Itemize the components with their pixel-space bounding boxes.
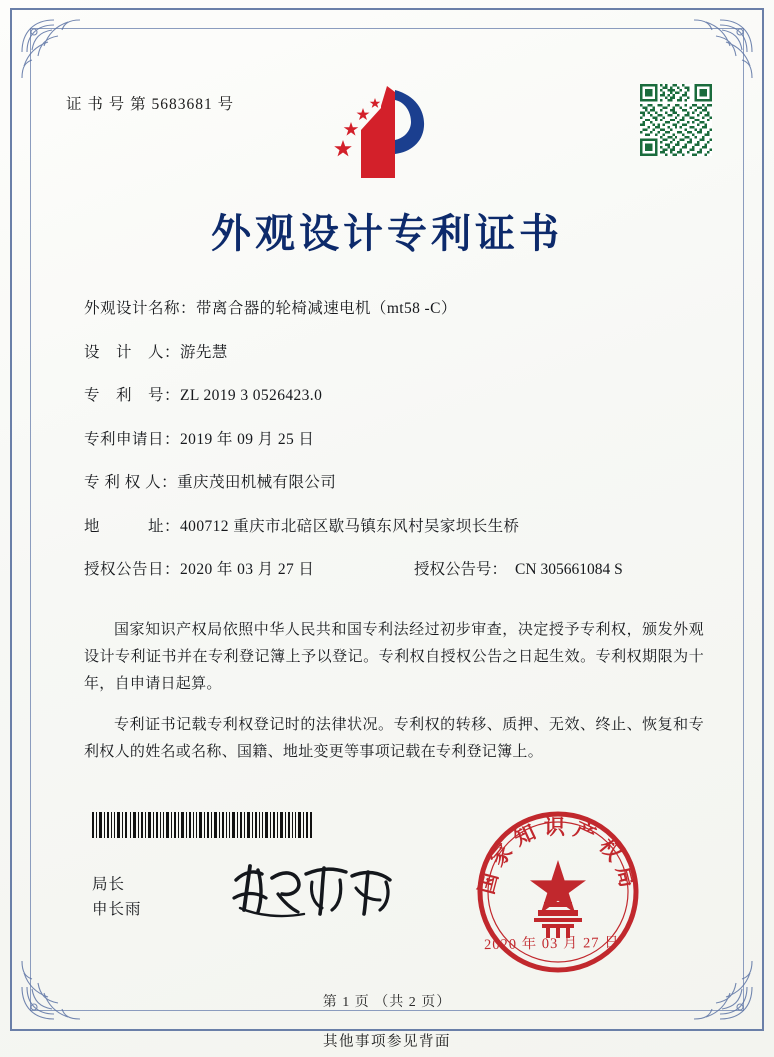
field-value: 游先慧 [180, 343, 228, 361]
cnipa-logo-icon [321, 78, 453, 186]
grant-row [84, 557, 704, 579]
corner-ornament-icon [682, 949, 756, 1023]
field-label: 专 利 权 人： [84, 474, 178, 491]
field-label: 专 利 号： [84, 387, 181, 404]
corner-ornament-icon [18, 16, 92, 90]
body-text [84, 617, 704, 780]
field-row [84, 340, 704, 362]
grant-publication-value: CN 305661084 S [515, 561, 623, 578]
field-value: 2019 年 09 月 25 日 [180, 430, 315, 448]
field-value: 带离合器的轮椅减速电机（mt58 -C） [196, 300, 457, 317]
field-row [84, 296, 704, 318]
field-label: 外观设计名称： [84, 300, 197, 317]
page-number: 第 1 页 （共 2 页） [322, 995, 452, 1010]
handwritten-signature-icon [228, 858, 408, 920]
footer-note: 其他事项参见背面 [323, 1034, 451, 1050]
certificate-number: 证 书 号 第 5683681 号 [66, 96, 235, 113]
field-row [84, 427, 704, 449]
field-row [84, 383, 704, 405]
paragraph: 专利证书记载专利权登记时的法律状况。专利权的转移、质押、无效、终止、恢复和专利权人的姓名或名称、国籍、地址变更等事项记载在专利登记簿上。 [84, 717, 704, 760]
field-value: 400712 重庆市北碚区歇马镇东风村吴家坝长生桥 [180, 517, 520, 535]
field-label: 设 计 人： [84, 343, 181, 361]
director-role-label: 局长 [92, 876, 126, 893]
grant-publication-label: 授权公告号： [414, 561, 508, 578]
director-name-label: 申长雨 [92, 901, 142, 918]
signature-labels [92, 872, 142, 922]
fields-list [84, 296, 704, 601]
field-value: ZL 2019 3 0526423.0 [180, 387, 323, 404]
grant-date-value: 2020 年 03 月 27 日 [180, 561, 315, 578]
field-value: 重庆茂田机械有限公司 [177, 474, 337, 491]
svg-text:国家知识产权局: 国家知识产权局 [474, 815, 642, 897]
paragraph: 国家知识产权局依照中华人民共和国专利法经过初步审查，决定授予专利权，颁发外观设计专利证书并在专利登记簿上予以登记。专利权自授权公告之日起生效。专利权期限为十年，自申请日起算。 [84, 622, 704, 692]
corner-ornament-icon [682, 16, 756, 90]
grant-date-label: 授权公告日： [84, 561, 181, 578]
field-row [84, 514, 704, 536]
page-title: 外观设计专利证书 [211, 211, 563, 256]
seal-date: 2020 年 03 月 27 日 [483, 934, 620, 954]
barcode-icon [92, 812, 312, 838]
corner-ornament-icon [18, 949, 92, 1023]
qr-code-icon [640, 84, 712, 156]
field-row [84, 470, 704, 492]
field-label: 地 址： [84, 517, 181, 535]
field-label: 专利申请日： [84, 430, 181, 448]
